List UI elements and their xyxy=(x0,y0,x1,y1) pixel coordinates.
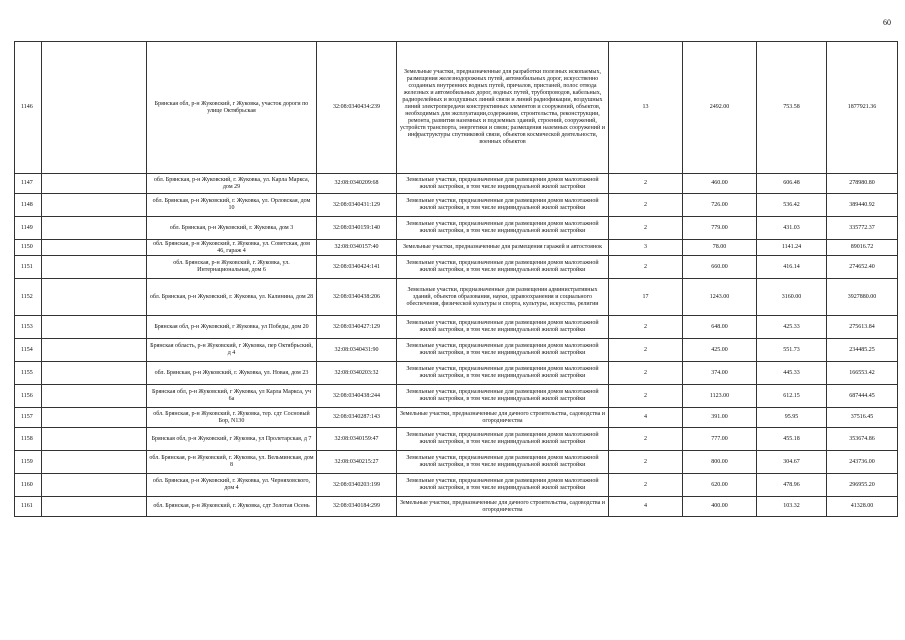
specific-value-cell: 416.14 xyxy=(757,256,827,279)
blank-cell xyxy=(42,240,147,256)
permitted-use-cell: Земельные участки, предназначенные для размещения домов малоэтажной жилой застройки, в том числе индивидуальной жилой застройки xyxy=(397,194,609,217)
group-cell: 4 xyxy=(609,408,683,428)
specific-value-cell: 753.58 xyxy=(757,42,827,174)
group-cell: 2 xyxy=(609,217,683,240)
group-cell: 2 xyxy=(609,316,683,339)
address-cell: Брянская область, р-н Жуковский, г Жуковка, пер Октябрьский, д 4 xyxy=(147,339,317,362)
cadastral-number-cell: 32:08:0340431:90 xyxy=(317,339,397,362)
cadastral-value-cell: 41328.00 xyxy=(827,497,898,517)
cadastral-number-cell: 32:08:0340431:129 xyxy=(317,194,397,217)
table-row xyxy=(15,428,898,451)
address-cell: Брянская обл, р-н Жуковский, г Жуковка, участок дороги по улице Октябрьская xyxy=(147,42,317,174)
permitted-use-cell: Земельные участки, предназначенные для размещения домов малоэтажной жилой застройки, в том числе индивидуальной жилой застройки xyxy=(397,217,609,240)
blank-cell xyxy=(42,316,147,339)
group-cell: 2 xyxy=(609,256,683,279)
blank-cell xyxy=(42,279,147,316)
specific-value-cell: 3160.00 xyxy=(757,279,827,316)
specific-value-cell: 536.42 xyxy=(757,194,827,217)
specific-value-cell: 1141.24 xyxy=(757,240,827,256)
table-row xyxy=(15,316,898,339)
blank-cell xyxy=(42,194,147,217)
row-number-cell: 1146 xyxy=(15,42,42,174)
cadastral-value-cell: 296955.20 xyxy=(827,474,898,497)
address-cell: Брянская обл, р-н Жуковский, г Жуковка, ул Пролетарская, д 7 xyxy=(147,428,317,451)
area-cell: 620.00 xyxy=(683,474,757,497)
area-cell: 460.00 xyxy=(683,174,757,194)
cadastral-number-cell: 32:08:0340159:140 xyxy=(317,217,397,240)
specific-value-cell: 612.15 xyxy=(757,385,827,408)
group-cell: 4 xyxy=(609,497,683,517)
row-number-cell: 1160 xyxy=(15,474,42,497)
area-cell: 374.00 xyxy=(683,362,757,385)
cadastral-value-cell: 234485.25 xyxy=(827,339,898,362)
address-cell: обл. Брянская, р-н Жуковский, г. Жуковка, сдт Золотая Осень xyxy=(147,497,317,517)
specific-value-cell: 425.33 xyxy=(757,316,827,339)
area-cell: 78.00 xyxy=(683,240,757,256)
area-cell: 777.00 xyxy=(683,428,757,451)
area-cell: 391.00 xyxy=(683,408,757,428)
row-number-cell: 1148 xyxy=(15,194,42,217)
cadastral-number-cell: 32:08:0340159:47 xyxy=(317,428,397,451)
row-number-cell: 1157 xyxy=(15,408,42,428)
table-row xyxy=(15,240,898,256)
table-row xyxy=(15,474,898,497)
row-number-cell: 1155 xyxy=(15,362,42,385)
table-row xyxy=(15,174,898,194)
table-row xyxy=(15,194,898,217)
specific-value-cell: 103.32 xyxy=(757,497,827,517)
cadastral-number-cell: 32:08:0340215:27 xyxy=(317,451,397,474)
cadastral-value-cell: 166553.42 xyxy=(827,362,898,385)
blank-cell xyxy=(42,474,147,497)
permitted-use-cell: Земельные участки, предназначенные для размещения домов малоэтажной жилой застройки, в том числе индивидуальной жилой застройки xyxy=(397,428,609,451)
area-cell: 726.00 xyxy=(683,194,757,217)
blank-cell xyxy=(42,497,147,517)
address-cell: обл. Брянская, р-н Жуковский, г. Жуковка, ул. Калинина, дом 28 xyxy=(147,279,317,316)
table-row xyxy=(15,256,898,279)
row-number-cell: 1154 xyxy=(15,339,42,362)
row-number-cell: 1161 xyxy=(15,497,42,517)
group-cell: 2 xyxy=(609,174,683,194)
cadastral-number-cell: 32:08:0340424:141 xyxy=(317,256,397,279)
blank-cell xyxy=(42,42,147,174)
cadastral-number-cell: 32:08:0340438:206 xyxy=(317,279,397,316)
permitted-use-cell: Земельные участки, предназначенные для размещения административных зданий, объектов образования, науки, здравоохранения и социального обеспечения, физической культуры и спорта, культуры, искусства, религии xyxy=(397,279,609,316)
table-row xyxy=(15,451,898,474)
address-cell: обл. Брянская, р-н Жуковский, г. Жуковка, ул. Вельминская, дом 8 xyxy=(147,451,317,474)
group-cell: 2 xyxy=(609,362,683,385)
address-cell: обл. Брянская, р-н Жуковский, г. Жуковка, ул. Новая, дом 23 xyxy=(147,362,317,385)
cadastral-number-cell: 32:08:0340184:299 xyxy=(317,497,397,517)
permitted-use-cell: Земельные участки, предназначенные для разработки полезных ископаемых, размещения железнодорожных путей, автомобильных дорог, искусственно созданных внутренних водных путей, причалов, пристаней, полос отвода железных и автомобильных дорог, водных путей, трубопроводов, кабельных, радиорелейных и воздушных линий связи и линий радиофикации, воздушных линий электропередачи конструктивных элементов и сооружений, объектов, необходимых для эксплуатации,содержания, строительства, реконструкции, ремонта, развития наземных и подземных зданий, строений, сооружений, устройств транспорта, энергетики и связи; размещения наземных сооружений и инфраструктуры спутниковой связи, объектов космической деятельности, военных объектов xyxy=(397,42,609,174)
specific-value-cell: 455.18 xyxy=(757,428,827,451)
cadastral-number-cell: 32:08:0340203:199 xyxy=(317,474,397,497)
table-row xyxy=(15,408,898,428)
blank-cell xyxy=(42,217,147,240)
row-number-cell: 1159 xyxy=(15,451,42,474)
permitted-use-cell: Земельные участки, предназначенные для размещения домов малоэтажной жилой застройки, в том числе индивидуальной жилой застройки xyxy=(397,174,609,194)
row-number-cell: 1152 xyxy=(15,279,42,316)
cadastral-number-cell: 32:08:0340287:143 xyxy=(317,408,397,428)
permitted-use-cell: Земельные участки, предназначенные для размещения домов малоэтажной жилой застройки, в том числе индивидуальной жилой застройки xyxy=(397,339,609,362)
blank-cell xyxy=(42,408,147,428)
specific-value-cell: 445.33 xyxy=(757,362,827,385)
permitted-use-cell: Земельные участки, предназначенные для дачного строительства, садоводства и огородничества xyxy=(397,497,609,517)
cadastral-value-cell: 353674.86 xyxy=(827,428,898,451)
cadastral-value-cell: 89016.72 xyxy=(827,240,898,256)
row-number-cell: 1149 xyxy=(15,217,42,240)
cadastral-value-cell: 389440.92 xyxy=(827,194,898,217)
area-cell: 2492.00 xyxy=(683,42,757,174)
blank-cell xyxy=(42,256,147,279)
cadastral-value-cell: 37516.45 xyxy=(827,408,898,428)
area-cell: 1243.00 xyxy=(683,279,757,316)
blank-cell xyxy=(42,362,147,385)
group-cell: 17 xyxy=(609,279,683,316)
cadastral-number-cell: 32:08:0340209:68 xyxy=(317,174,397,194)
specific-value-cell: 304.67 xyxy=(757,451,827,474)
row-number-cell: 1158 xyxy=(15,428,42,451)
address-cell: обл. Брянская, р-н Жуковский, г. Жуковка, ул. Карла Маркса, дом 29 xyxy=(147,174,317,194)
address-cell: Брянская обл, р-н Жуковский, г Жуковка, ул Победы, дом 20 xyxy=(147,316,317,339)
row-number-cell: 1153 xyxy=(15,316,42,339)
blank-cell xyxy=(42,174,147,194)
address-cell: Брянская обл, р-н Жуковский, г Жуковка, ул Карла Маркса, уч 6а xyxy=(147,385,317,408)
permitted-use-cell: Земельные участки, предназначенные для размещения домов малоэтажной жилой застройки, в том числе индивидуальной жилой застройки xyxy=(397,451,609,474)
permitted-use-cell: Земельные участки, предназначенные для размещения домов малоэтажной жилой застройки, в том числе индивидуальной жилой застройки xyxy=(397,362,609,385)
cadastral-number-cell: 32:08:0340203:32 xyxy=(317,362,397,385)
specific-value-cell: 606.48 xyxy=(757,174,827,194)
row-number-cell: 1156 xyxy=(15,385,42,408)
address-cell: обл. Брянская, р-н Жуковский, г. Жуковка, ул. Черняховского, дом 4 xyxy=(147,474,317,497)
cadastral-value-cell: 274652.40 xyxy=(827,256,898,279)
cadastral-value-cell: 335772.37 xyxy=(827,217,898,240)
page-number: 60 xyxy=(883,18,891,27)
blank-cell xyxy=(42,451,147,474)
cadastral-value-cell: 278980.80 xyxy=(827,174,898,194)
table-row xyxy=(15,497,898,517)
blank-cell xyxy=(42,339,147,362)
specific-value-cell: 551.73 xyxy=(757,339,827,362)
cadastral-value-cell: 687444.45 xyxy=(827,385,898,408)
table-row xyxy=(15,339,898,362)
group-cell: 2 xyxy=(609,339,683,362)
cadastral-number-cell: 32:08:0340427:129 xyxy=(317,316,397,339)
area-cell: 660.00 xyxy=(683,256,757,279)
cadastral-value-cell: 243736.00 xyxy=(827,451,898,474)
address-cell: обл. Брянская, р-н Жуковский, г. Жуковка, тер. сдт Сосновый Бор, N130 xyxy=(147,408,317,428)
row-number-cell: 1147 xyxy=(15,174,42,194)
specific-value-cell: 95.95 xyxy=(757,408,827,428)
group-cell: 3 xyxy=(609,240,683,256)
group-cell: 2 xyxy=(609,385,683,408)
group-cell: 2 xyxy=(609,428,683,451)
table-body xyxy=(15,42,898,517)
cadastral-value-cell: 3927880.00 xyxy=(827,279,898,316)
row-number-cell: 1151 xyxy=(15,256,42,279)
permitted-use-cell: Земельные участки, предназначенные для размещения домов малоэтажной жилой застройки, в том числе индивидуальной жилой застройки xyxy=(397,256,609,279)
area-cell: 648.00 xyxy=(683,316,757,339)
group-cell: 2 xyxy=(609,474,683,497)
address-cell: обл. Брянская, р-н Жуковский, г. Жуковка, ул. Советская, дом 46, гараж 4 xyxy=(147,240,317,256)
permitted-use-cell: Земельные участки, предназначенные для размещения домов малоэтажной жилой застройки, в том числе индивидуальной жилой застройки xyxy=(397,474,609,497)
cadastral-value-cell: 1877921.36 xyxy=(827,42,898,174)
permitted-use-cell: Земельные участки, предназначенные для размещения домов малоэтажной жилой застройки, в том числе индивидуальной жилой застройки xyxy=(397,385,609,408)
address-cell: обл. Брянская, р-н Жуковский, г. Жуковка, ул. Орловская, дом 10 xyxy=(147,194,317,217)
table-row xyxy=(15,279,898,316)
table-row xyxy=(15,217,898,240)
specific-value-cell: 431.03 xyxy=(757,217,827,240)
cadastral-number-cell: 32:08:0340434:239 xyxy=(317,42,397,174)
blank-cell xyxy=(42,385,147,408)
land-register-table xyxy=(14,41,898,517)
table-row xyxy=(15,42,898,174)
specific-value-cell: 478.96 xyxy=(757,474,827,497)
blank-cell xyxy=(42,428,147,451)
address-cell: обл. Брянская, р-н Жуковский, г. Жуковка, дом 3 xyxy=(147,217,317,240)
area-cell: 400.00 xyxy=(683,497,757,517)
table-row xyxy=(15,385,898,408)
cadastral-value-cell: 275613.84 xyxy=(827,316,898,339)
permitted-use-cell: Земельные участки, предназначенные для дачного строительства, садоводства и огородничества xyxy=(397,408,609,428)
row-number-cell: 1150 xyxy=(15,240,42,256)
cadastral-number-cell: 32:08:0340438:244 xyxy=(317,385,397,408)
group-cell: 2 xyxy=(609,451,683,474)
permitted-use-cell: Земельные участки, предназначенные для размещения домов малоэтажной жилой застройки, в том числе индивидуальной жилой застройки xyxy=(397,316,609,339)
cadastral-number-cell: 32:08:0340157:40 xyxy=(317,240,397,256)
table-row xyxy=(15,362,898,385)
address-cell: обл. Брянская, р-н Жуковский, г. Жуковка, ул. Интернациональная, дом 6 xyxy=(147,256,317,279)
area-cell: 779.00 xyxy=(683,217,757,240)
area-cell: 425.00 xyxy=(683,339,757,362)
group-cell: 2 xyxy=(609,194,683,217)
area-cell: 800.00 xyxy=(683,451,757,474)
area-cell: 1123.00 xyxy=(683,385,757,408)
permitted-use-cell: Земельные участки, предназначенные для размещения гаражей и автостоянок xyxy=(397,240,609,256)
group-cell: 13 xyxy=(609,42,683,174)
